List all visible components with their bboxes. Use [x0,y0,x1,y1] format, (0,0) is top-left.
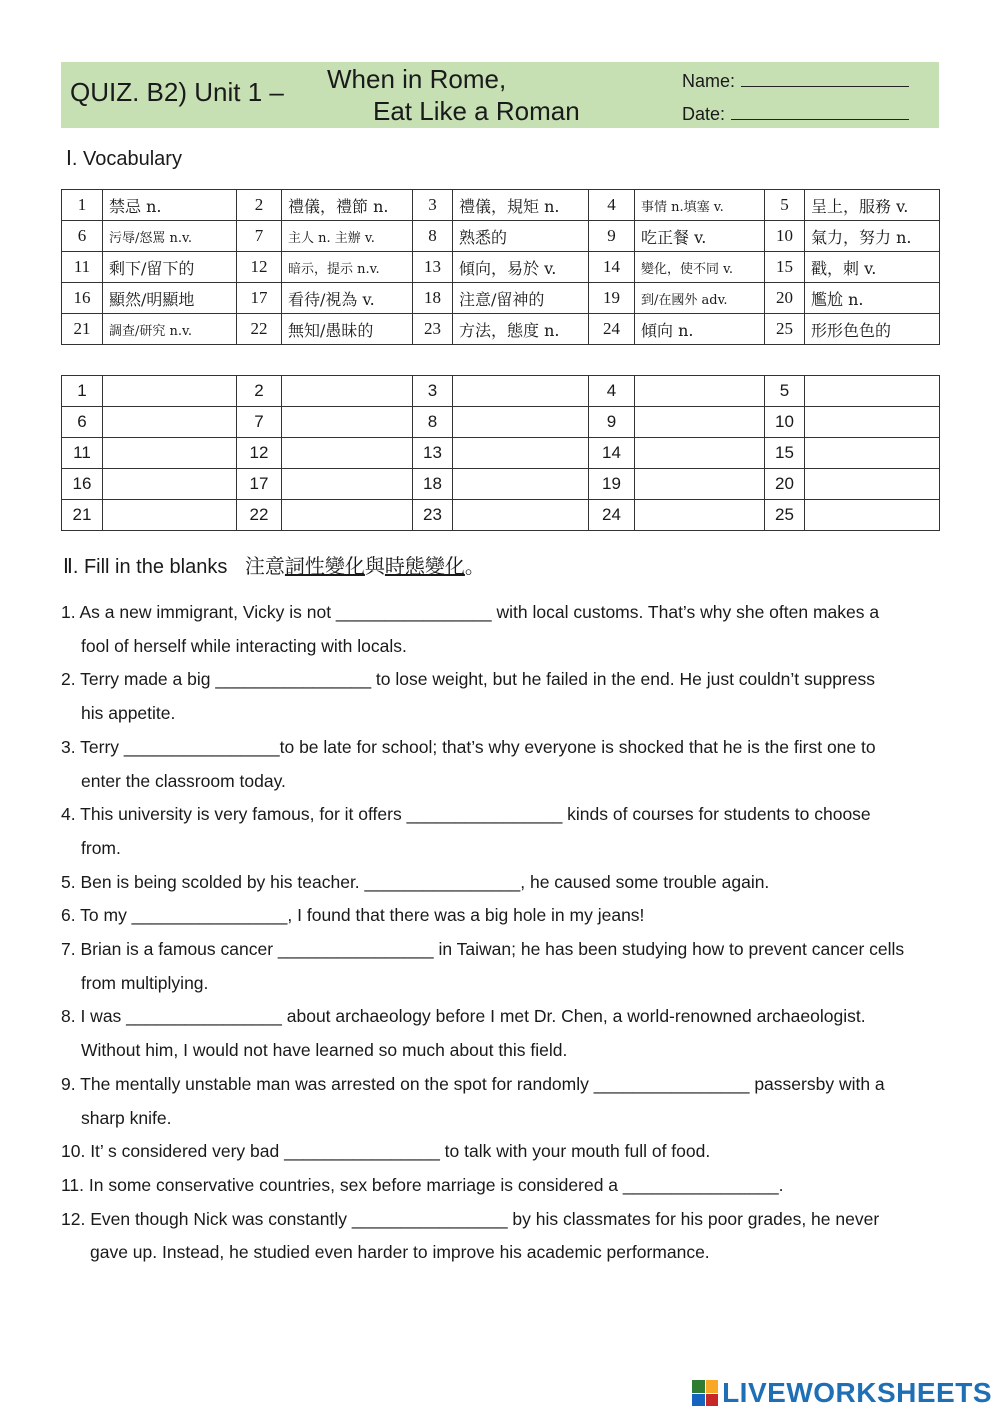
answer-number: 12 [237,438,282,469]
name-label: Name: [682,71,736,91]
question-item [61,663,951,730]
vocab-row [62,314,940,345]
question-item [61,1068,951,1135]
answer-number: 21 [62,500,103,531]
answer-row [62,407,940,438]
vocab-number: 2 [237,190,282,221]
quiz-title-line2: Eat Like a Roman [373,96,580,126]
answer-input-cell[interactable] [453,469,589,500]
question-item [61,1135,951,1169]
question-continuation: from. [81,837,121,858]
date-label: Date: [682,104,726,124]
fill-blanks-note [245,554,485,578]
vocab-definition: 污辱/怒罵 n.v. [103,221,237,252]
vocab-number: 20 [765,283,805,314]
question-continuation: fool of herself while interacting with locals. [81,635,407,656]
answer-input-cell[interactable] [103,500,237,531]
answer-number: 16 [62,469,103,500]
answer-number: 5 [765,376,805,407]
answer-number: 25 [765,500,805,531]
answer-input-cell[interactable] [453,376,589,407]
question-text[interactable]: 11. In some conservative countries, sex before marriage is considered a ________________. [61,1174,784,1195]
question-text[interactable]: 3. Terry ________________to be late for school; that’s why everyone is shocked that he is the first one to [61,736,876,757]
vocab-row [62,221,940,252]
answer-number: 11 [62,438,103,469]
vocab-number: 25 [765,314,805,345]
vocab-number: 14 [589,252,635,283]
vocab-number: 23 [413,314,453,345]
question-text[interactable]: 8. I was ________________ about archaeology before I met Dr. Chen, a world-renowned archaeologist. [61,1006,866,1027]
answer-input-cell[interactable] [635,376,765,407]
quiz-label: QUIZ. B2) Unit 1 – [70,77,284,107]
vocab-number: 22 [237,314,282,345]
answer-row [62,376,940,407]
note-and: 與 [364,554,385,578]
vocab-number: 7 [237,221,282,252]
question-item [61,933,951,1000]
vocab-number: 3 [413,190,453,221]
answer-input-cell[interactable] [453,500,589,531]
vocab-definition: 暗示，提示 n.v. [282,252,413,283]
vocab-definition: 無知/愚昧的 [282,314,413,345]
answer-input-cell[interactable] [282,407,413,438]
vocab-definition: 尷尬 n. [805,283,940,314]
vocab-definition: 方法，態度 n. [453,314,589,345]
answer-table [61,375,940,531]
answer-row [62,469,940,500]
vocab-definition: 禮儀，禮節 n. [282,190,413,221]
vocab-definition: 事情 n.填塞 v. [635,190,765,221]
question-continuation: his appetite. [81,703,176,724]
answer-row [62,438,940,469]
answer-number: 17 [237,469,282,500]
question-continuation: sharp knife. [81,1107,172,1128]
question-text[interactable]: 12. Even though Nick was constantly ________________ by his classmates for his poor grades, he never [61,1208,880,1229]
answer-number: 18 [413,469,453,500]
question-text[interactable]: 6. To my ________________, I found that there was a big hole in my jeans! [61,905,645,926]
vocabulary-table [61,189,940,345]
answer-number: 10 [765,407,805,438]
answer-input-cell[interactable] [805,438,940,469]
vocab-number: 8 [413,221,453,252]
vocab-definition: 變化，使不同 v. [635,252,765,283]
brand-name: LIVEWORKSHEETS [722,1377,992,1408]
question-item [61,1000,951,1067]
question-item [61,731,951,798]
liveworksheets-logo-icon [692,1380,718,1406]
vocabulary-section-title: Ⅰ. Vocabulary [66,148,182,170]
date-field [682,104,909,125]
vocab-number: 6 [62,221,103,252]
question-item [61,1169,951,1203]
vocab-number: 4 [589,190,635,221]
answer-number: 4 [589,376,635,407]
answer-input-cell[interactable] [635,500,765,531]
answer-row [62,500,940,531]
question-item [61,798,951,865]
answer-input-cell[interactable] [805,407,940,438]
note-part-of-speech: 詞性變化 [284,554,365,578]
answer-input-cell[interactable] [103,407,237,438]
answer-number: 23 [413,500,453,531]
question-text[interactable]: 1. As a new immigrant, Vicky is not ________________ with local customs. That’s why she often makes a [61,602,880,622]
answer-number: 9 [589,407,635,438]
vocab-definition: 戳，刺 v. [805,252,940,283]
answer-input-cell[interactable] [103,376,237,407]
vocab-definition: 禁忌 n. [103,190,237,221]
quiz-title-line1: When in Rome, [327,64,507,94]
note-end: 。 [464,554,485,578]
vocab-definition: 呈上，服務 v. [805,190,940,221]
answer-input-cell[interactable] [635,469,765,500]
answer-input-cell[interactable] [282,438,413,469]
vocab-row [62,283,940,314]
answer-input-cell[interactable] [805,469,940,500]
answer-input-cell[interactable] [103,438,237,469]
answer-input-cell[interactable] [282,469,413,500]
vocab-definition: 熟悉的 [453,221,589,252]
vocab-row [62,252,940,283]
answer-input-cell[interactable] [635,407,765,438]
answer-input-cell[interactable] [453,407,589,438]
question-text[interactable]: 4. This university is very famous, for it offers ________________ kinds of courses for students to choose [61,804,871,825]
vocab-number: 1 [62,190,103,221]
answer-input-cell[interactable] [282,376,413,407]
vocab-number: 21 [62,314,103,345]
answer-number: 19 [589,469,635,500]
question-item [61,1203,951,1270]
note-prefix: 注意 [244,554,285,578]
vocab-definition: 注意/留神的 [453,283,589,314]
vocab-definition: 吃正餐 v. [635,221,765,252]
name-blank[interactable] [741,72,909,87]
answer-number: 6 [62,407,103,438]
quiz-header [61,62,939,128]
answer-input-cell[interactable] [282,500,413,531]
vocab-definition: 主人 n. 主辦 v. [282,221,413,252]
vocab-definition: 禮儀，規矩 n. [453,190,589,221]
vocab-number: 11 [62,252,103,283]
question-text[interactable]: 7. Brian is a famous cancer ________________ in Taiwan; he has been studying how to prevent cancer cells [61,939,905,960]
fill-blanks-title: Ⅱ. Fill in the blanks [63,556,228,578]
question-continuation: Without him, I would not have learned so much about this field. [81,1040,568,1061]
vocab-number: 12 [237,252,282,283]
vocab-definition: 氣力，努力 n. [805,221,940,252]
question-text[interactable]: 2. Terry made a big ________________ to lose weight, but he failed in the end. He just couldn’t suppress [61,669,875,690]
vocab-number: 15 [765,252,805,283]
question-item [61,596,951,663]
answer-number: 2 [237,376,282,407]
answer-input-cell[interactable] [805,500,940,531]
question-continuation: from multiplying. [81,972,209,993]
answer-input-cell[interactable] [103,469,237,500]
answer-input-cell[interactable] [635,438,765,469]
name-field [682,71,909,92]
answer-number: 3 [413,376,453,407]
fill-blanks-section-title [63,550,485,579]
date-blank[interactable] [731,105,909,120]
answer-number: 15 [765,438,805,469]
answer-number: 13 [413,438,453,469]
vocab-row [62,190,940,221]
vocab-number: 16 [62,283,103,314]
vocab-definition: 傾向，易於 v. [453,252,589,283]
question-list [61,596,951,1270]
answer-number: 7 [237,407,282,438]
question-continuation: gave up. Instead, he studied even harder to improve his academic performance. [90,1242,710,1263]
answer-number: 22 [237,500,282,531]
vocab-number: 17 [237,283,282,314]
vocab-number: 10 [765,221,805,252]
answer-number: 20 [765,469,805,500]
vocab-definition: 剩下/留下的 [103,252,237,283]
vocab-definition: 顯然/明顯地 [103,283,237,314]
question-text[interactable]: 5. Ben is being scolded by his teacher. ________________, he caused some trouble again. [61,871,770,892]
answer-number: 24 [589,500,635,531]
answer-number: 8 [413,407,453,438]
question-text[interactable]: 9. The mentally unstable man was arrested on the spot for randomly ________________ passersby with a [61,1073,885,1094]
answer-input-cell[interactable] [453,438,589,469]
question-item [61,899,951,933]
vocab-definition: 傾向 n. [635,314,765,345]
vocab-definition: 調查/研究 n.v. [103,314,237,345]
question-text[interactable]: 10. It’ s considered very bad ________________ to talk with your mouth full of food. [61,1141,711,1162]
question-item [61,866,951,900]
vocab-number: 18 [413,283,453,314]
vocab-definition: 看待/視為 v. [282,283,413,314]
vocab-number: 5 [765,190,805,221]
note-tense: 時態變化 [384,554,465,578]
vocab-number: 9 [589,221,635,252]
vocab-number: 24 [589,314,635,345]
vocab-number: 19 [589,283,635,314]
vocab-number: 13 [413,252,453,283]
answer-number: 1 [62,376,103,407]
vocab-definition: 形形色色的 [805,314,940,345]
question-continuation: enter the classroom today. [81,770,286,791]
answer-number: 14 [589,438,635,469]
footer-branding [692,1377,992,1409]
answer-input-cell[interactable] [805,376,940,407]
vocab-definition: 到/在國外 adv. [635,283,765,314]
